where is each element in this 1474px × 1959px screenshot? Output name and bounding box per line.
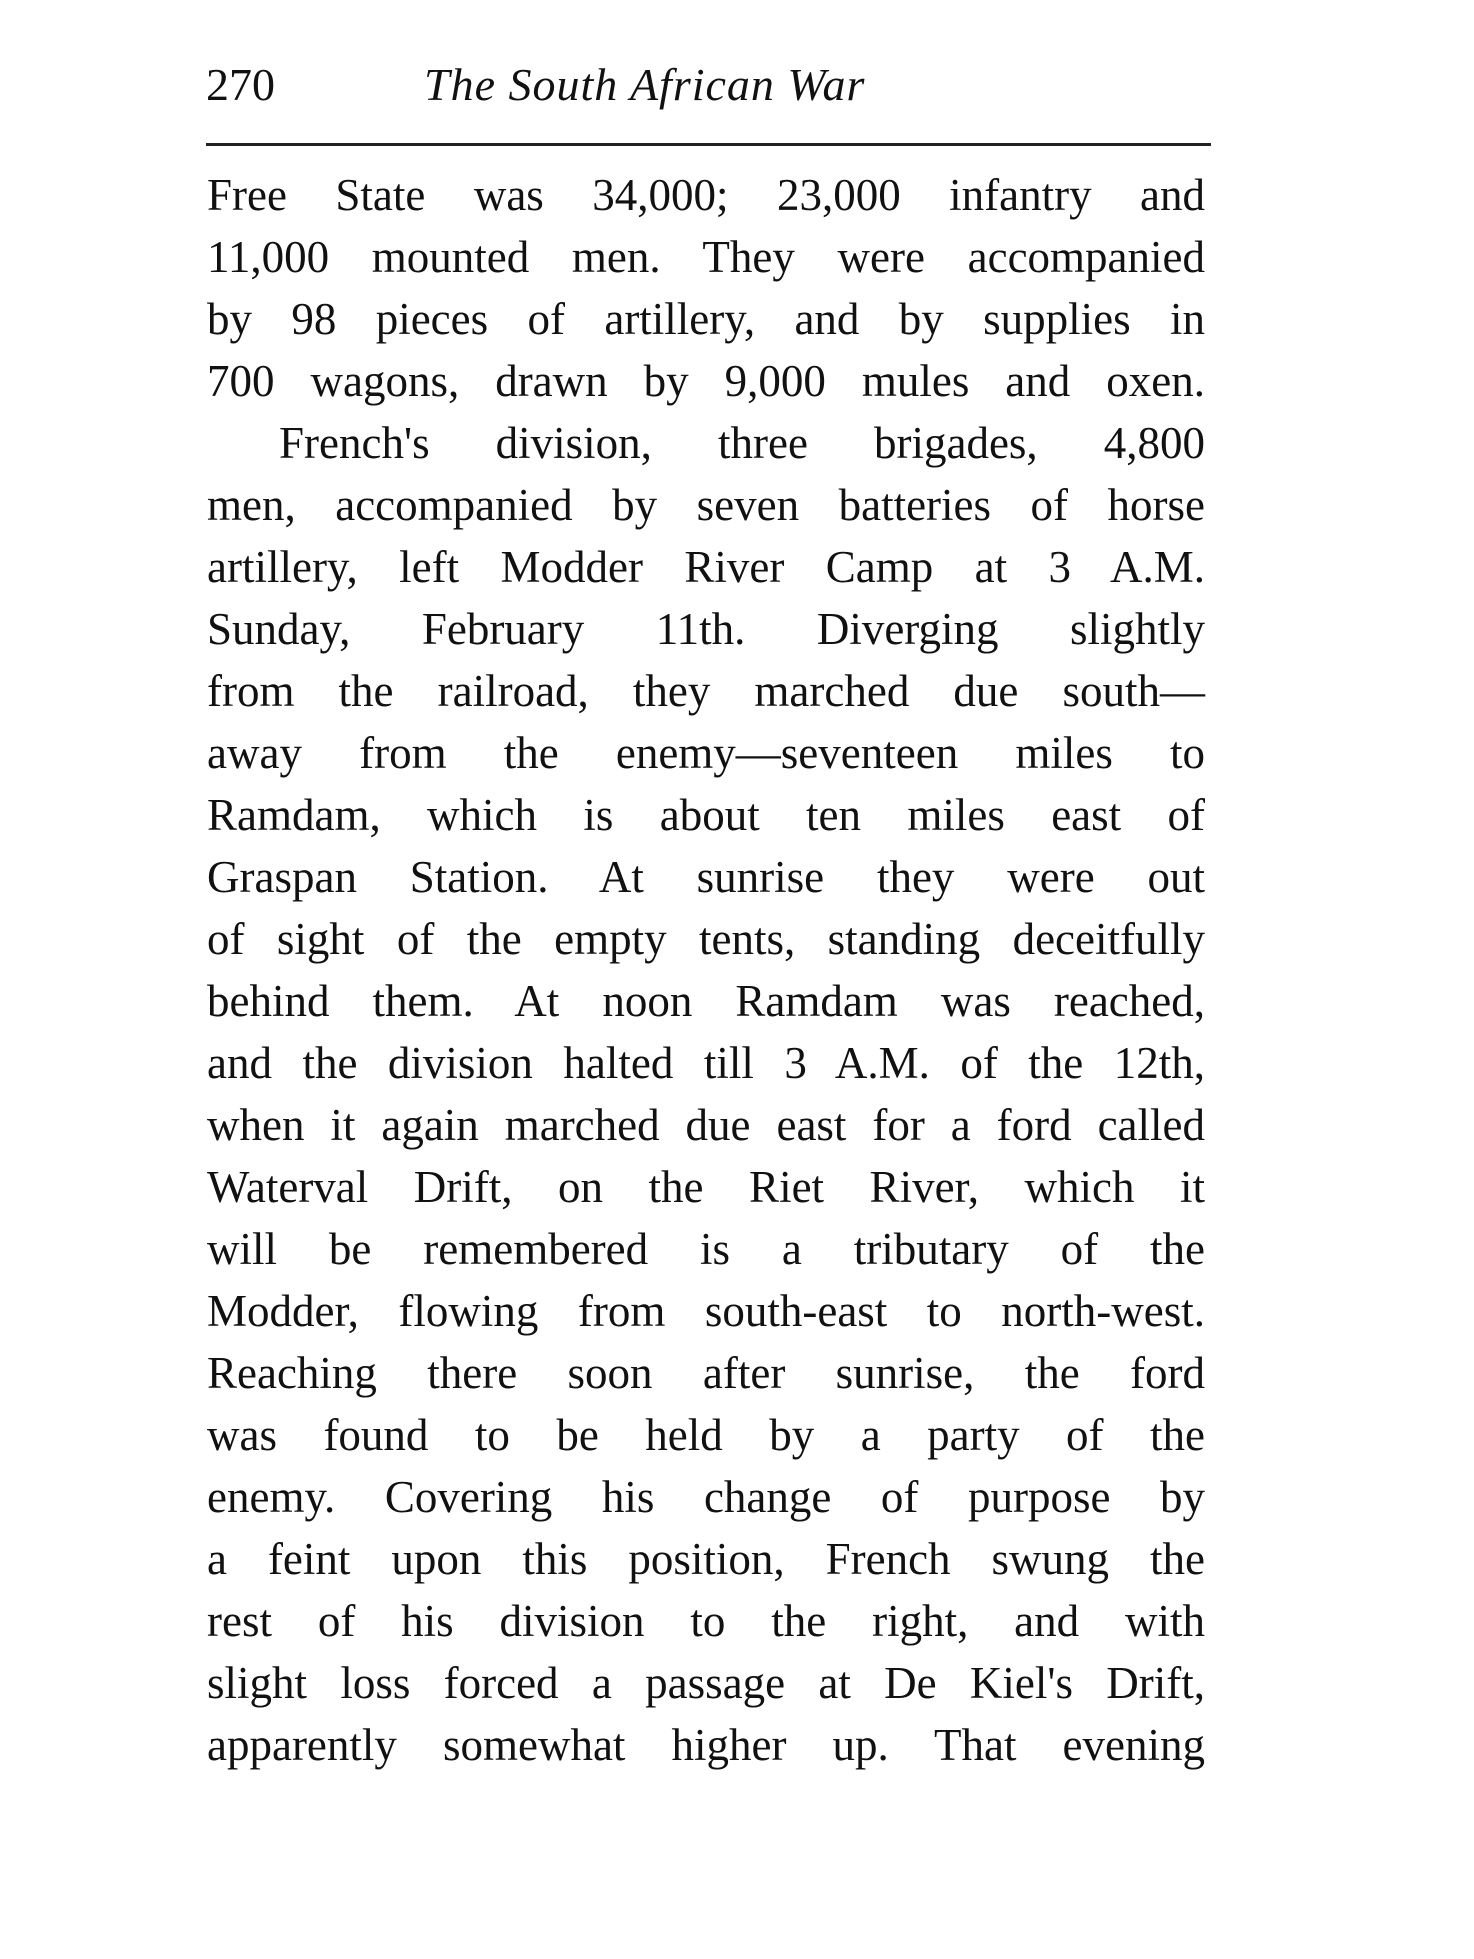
text-line: slight loss forced a passage at De Kiel's Drift, bbox=[207, 1658, 1205, 1708]
text-line: Free State was 34,000; 23,000 infantry and bbox=[207, 170, 1205, 220]
text-line: Waterval Drift, on the Riet River, which it bbox=[207, 1162, 1205, 1212]
header-rule bbox=[206, 143, 1211, 146]
running-title: The South African War bbox=[424, 59, 866, 110]
text-line: Reaching there soon after sunrise, the ford bbox=[207, 1348, 1205, 1398]
text-line: 700 wagons, drawn by 9,000 mules and oxen. bbox=[207, 356, 1205, 406]
text-line: apparently somewhat higher up. That evening bbox=[207, 1720, 1205, 1770]
text-line: when it again marched due east for a ford called bbox=[207, 1100, 1205, 1150]
text-line: French's division, three brigades, 4,800 bbox=[279, 418, 1205, 468]
text-line: Graspan Station. At sunrise they were out bbox=[207, 852, 1205, 902]
text-line: enemy. Covering his change of purpose by bbox=[207, 1472, 1205, 1522]
text-line: away from the enemy—seventeen miles to bbox=[207, 728, 1205, 778]
text-line: will be remembered is a tributary of the bbox=[207, 1224, 1205, 1274]
text-line: 11,000 mounted men. They were accompanied bbox=[207, 232, 1205, 282]
running-header bbox=[206, 58, 1206, 118]
text-line: a feint upon this position, French swung the bbox=[207, 1534, 1205, 1584]
text-line: Sunday, February 11th. Diverging slightly bbox=[207, 604, 1205, 654]
text-line: artillery, left Modder River Camp at 3 A.M. bbox=[207, 542, 1205, 592]
text-line: rest of his division to the right, and with bbox=[207, 1596, 1205, 1646]
text-line: behind them. At noon Ramdam was reached, bbox=[207, 976, 1205, 1026]
page-number: 270 bbox=[206, 59, 275, 110]
text-line: of sight of the empty tents, standing deceitfully bbox=[207, 914, 1205, 964]
text-line: men, accompanied by seven batteries of horse bbox=[207, 480, 1205, 530]
text-line: Modder, flowing from south-east to north-west. bbox=[207, 1286, 1205, 1336]
text-line: by 98 pieces of artillery, and by supplies in bbox=[207, 294, 1205, 344]
text-line: and the division halted till 3 A.M. of the 12th, bbox=[207, 1038, 1205, 1088]
text-line: was found to be held by a party of the bbox=[207, 1410, 1205, 1460]
text-line: from the railroad, they marched due south— bbox=[207, 666, 1205, 716]
body-text bbox=[207, 164, 1205, 1776]
text-line: Ramdam, which is about ten miles east of bbox=[207, 790, 1205, 840]
